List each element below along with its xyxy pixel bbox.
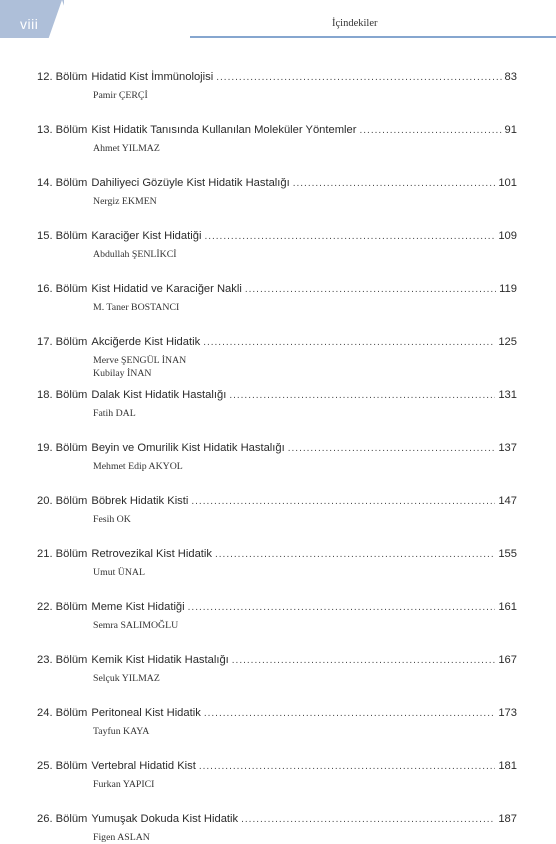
toc-entry-line[interactable]	[37, 759, 517, 774]
chapter-label: 15. Bölüm	[37, 230, 88, 242]
dot-leader	[232, 654, 496, 668]
toc-entry-line[interactable]	[37, 70, 517, 85]
chapter-title: Kemik Kist Hidatik Hastalığı	[91, 654, 229, 666]
chapter-label: 21. Bölüm	[37, 548, 88, 560]
toc-entry-line[interactable]	[37, 706, 517, 721]
chapter-author: M. Taner BOSTANCI	[93, 302, 180, 313]
toc-entry	[37, 388, 517, 420]
chapter-page-number: 83	[504, 71, 517, 83]
chapter-title: Vertebral Hidatid Kist	[91, 760, 196, 772]
toc-entry	[37, 653, 517, 685]
dot-leader	[229, 389, 495, 403]
toc-entry	[37, 441, 517, 473]
running-header-title: İçindekiler	[332, 18, 378, 29]
chapter-author: Ahmet YILMAZ	[93, 143, 160, 154]
toc-entry-line[interactable]	[37, 547, 517, 562]
toc-entry	[37, 229, 517, 261]
chapter-author: Nergiz EKMEN	[93, 196, 157, 207]
dot-leader	[215, 548, 495, 562]
toc-entry-line[interactable]	[37, 176, 517, 191]
chapter-author: Pamir ÇERÇİ	[93, 90, 148, 101]
toc-entry	[37, 812, 517, 844]
table-of-contents	[37, 70, 517, 844]
chapter-page-number: 119	[499, 283, 517, 295]
dot-leader	[293, 177, 496, 191]
chapter-page-number: 109	[498, 230, 517, 242]
toc-entry	[37, 547, 517, 579]
chapter-title: Meme Kist Hidatiği	[91, 601, 185, 613]
chapter-title: Yumuşak Dokuda Kist Hidatik	[91, 813, 239, 825]
chapter-author: Selçuk YILMAZ	[93, 673, 160, 684]
chapter-label: 17. Bölüm	[37, 336, 88, 348]
chapter-page-number: 91	[504, 124, 517, 136]
chapter-author: Semra SALIMOĞLU	[93, 620, 179, 631]
chapter-page-number: 181	[498, 760, 517, 772]
chapter-title: Peritoneal Kist Hidatik	[91, 707, 201, 719]
dot-leader	[360, 124, 502, 138]
dot-leader	[199, 760, 495, 774]
chapter-label: 25. Bölüm	[37, 760, 88, 772]
chapter-page-number: 167	[498, 654, 517, 666]
toc-entry	[37, 600, 517, 632]
chapter-page-number: 125	[498, 336, 517, 348]
chapter-label: 12. Bölüm	[37, 71, 88, 83]
chapter-label: 19. Bölüm	[37, 442, 88, 454]
chapter-label: 18. Bölüm	[37, 389, 88, 401]
chapter-page-number: 161	[498, 601, 517, 613]
chapter-page-number: 155	[498, 548, 517, 560]
chapter-title: Retrovezikal Kist Hidatik	[91, 548, 212, 560]
toc-entry-line[interactable]	[37, 441, 517, 456]
chapter-author: Fatih DAL	[93, 408, 136, 419]
chapter-author: Fesih OK	[93, 514, 131, 525]
chapter-title: Kist Hidatik Tanısında Kullanılan Moleküler Yöntemler	[91, 124, 357, 136]
chapter-author: Figen ASLAN	[93, 832, 150, 843]
toc-entry-line[interactable]	[37, 653, 517, 668]
dot-leader	[288, 442, 496, 456]
chapter-title: Böbrek Hidatik Kisti	[91, 495, 189, 507]
chapter-label: 13. Bölüm	[37, 124, 88, 136]
toc-entry	[37, 70, 517, 102]
toc-entry	[37, 706, 517, 738]
chapter-label: 22. Bölüm	[37, 601, 88, 613]
toc-entry-line[interactable]	[37, 600, 517, 615]
chapter-author: Furkan YAPICI	[93, 779, 155, 790]
dot-leader	[241, 813, 495, 827]
header-tab-notch	[48, 0, 76, 40]
toc-entry-line[interactable]	[37, 388, 517, 403]
toc-entry-line[interactable]	[37, 812, 517, 827]
chapter-label: 23. Bölüm	[37, 654, 88, 666]
toc-entry-line[interactable]	[37, 335, 517, 350]
header-rule	[190, 36, 556, 38]
chapter-title: Akciğerde Kist Hidatik	[91, 336, 201, 348]
dot-leader	[245, 283, 496, 297]
dot-leader	[204, 707, 496, 721]
chapter-author: Merve ŞENGÜL İNAN	[93, 355, 187, 366]
chapter-page-number: 187	[498, 813, 517, 825]
page-number: viii	[20, 16, 39, 32]
chapter-title: Dalak Kist Hidatik Hastalığı	[91, 389, 227, 401]
toc-entry	[37, 759, 517, 791]
chapter-label: 20. Bölüm	[37, 495, 88, 507]
toc-entry-line[interactable]	[37, 494, 517, 509]
toc-entry	[37, 335, 517, 380]
chapter-page-number: 147	[498, 495, 517, 507]
chapter-author: Umut ÜNAL	[93, 567, 145, 578]
chapter-page-number: 101	[498, 177, 517, 189]
dot-leader	[191, 495, 495, 509]
chapter-author: Tayfun KAYA	[93, 726, 150, 737]
chapter-label: 24. Bölüm	[37, 707, 88, 719]
toc-entry-line[interactable]	[37, 282, 517, 297]
toc-entry	[37, 123, 517, 155]
chapter-page-number: 137	[498, 442, 517, 454]
chapter-title: Beyin ve Omurilik Kist Hidatik Hastalığı	[91, 442, 285, 454]
chapter-title: Kist Hidatid ve Karaciğer Nakli	[91, 283, 242, 295]
toc-entry-line[interactable]	[37, 229, 517, 244]
toc-entry	[37, 282, 517, 314]
toc-entry	[37, 176, 517, 208]
dot-leader	[188, 601, 496, 615]
chapter-page-number: 173	[498, 707, 517, 719]
dot-leader	[216, 71, 501, 85]
dot-leader	[203, 336, 495, 350]
chapter-label: 14. Bölüm	[37, 177, 88, 189]
chapter-title: Karaciğer Kist Hidatiği	[91, 230, 202, 242]
chapter-label: 16. Bölüm	[37, 283, 88, 295]
chapter-author: Kubilay İNAN	[93, 368, 152, 379]
chapter-label: 26. Bölüm	[37, 813, 88, 825]
chapter-author: Mehmet Edip AKYOL	[93, 461, 183, 472]
toc-entry-line[interactable]	[37, 123, 517, 138]
chapter-title: Hidatid Kist İmmünolojisi	[91, 71, 214, 83]
chapter-author: Abdullah ŞENLİKCİ	[93, 249, 177, 260]
chapter-title: Dahiliyeci Gözüyle Kist Hidatik Hastalığı	[91, 177, 290, 189]
toc-entry	[37, 494, 517, 526]
dot-leader	[204, 230, 495, 244]
chapter-page-number: 131	[498, 389, 517, 401]
